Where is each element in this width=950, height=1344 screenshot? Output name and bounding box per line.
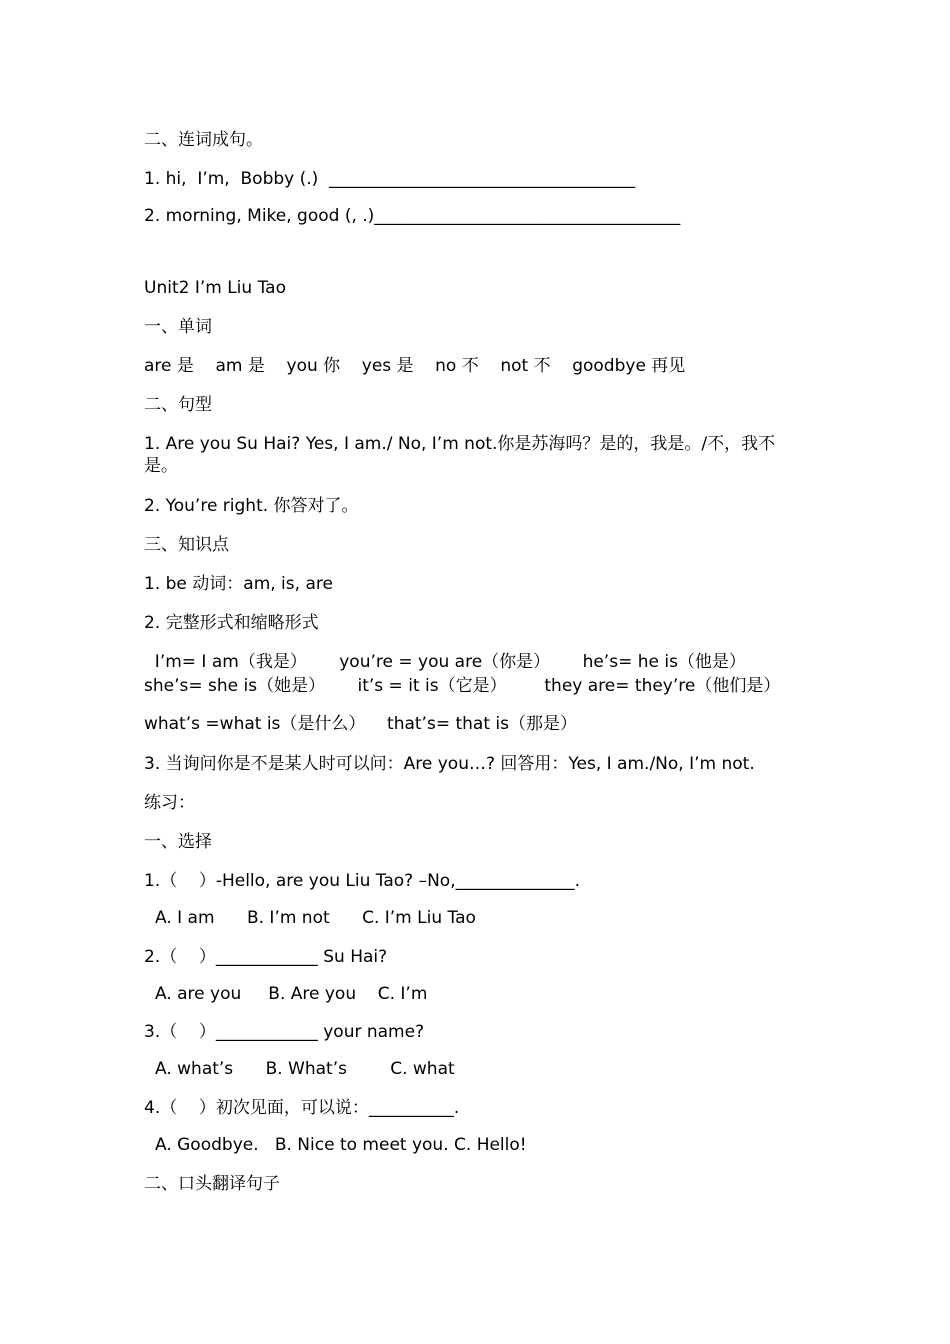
- knowledge-point-3: 3. 当询问你是不是某人时可以问：Are you…? 回答用：Yes, I am./No, I’m not.: [144, 754, 755, 774]
- connect-question-1: 1. hi, I’m, Bobby (.) ____________________________________: [144, 169, 636, 189]
- patterns-heading: 二、句型: [144, 395, 212, 415]
- choice-question-1: 1.（ ）-Hello, are you Liu Tao? –No,______________.: [144, 871, 581, 891]
- choice-options-1: A. I am B. I’m not C. I’m Liu Tao: [155, 908, 476, 928]
- contraction-line-c: what’s =what is（是什么） that’s= that is（那是）: [144, 714, 577, 734]
- knowledge-point-1: 1. be 动词：am, is, are: [144, 574, 333, 594]
- knowledge-point-2: 2. 完整形式和缩略形式: [144, 613, 319, 633]
- connect-question-2: 2. morning, Mike, good (, .)____________________________________: [144, 206, 681, 226]
- unit-title: Unit2 I’m Liu Tao: [144, 278, 286, 298]
- choice-question-3: 3.（ ）____________ your name?: [144, 1022, 425, 1042]
- practice-label: 练习：: [144, 793, 195, 813]
- choice-question-4: 4.（ ）初次见面，可以说：__________.: [144, 1098, 460, 1118]
- choice-heading: 一、选择: [144, 832, 212, 852]
- translate-heading: 二、口头翻译句子: [144, 1174, 280, 1194]
- choice-question-2: 2.（ ）____________ Su Hai?: [144, 947, 388, 967]
- choice-options-3: A. what’s B. What’s C. what: [155, 1059, 455, 1079]
- pattern-1: 1. Are you Su Hai? Yes, I am./ No, I’m not.你是苏海吗？是的，我是。/不，我不是。: [144, 434, 776, 476]
- vocab-heading: 一、单词: [144, 317, 212, 337]
- choice-options-4: A. Goodbye. B. Nice to meet you. C. Hello!: [155, 1135, 527, 1155]
- vocab-line: are 是 am 是 you 你 yes 是 no 不 not 不 goodbye 再见: [144, 356, 686, 376]
- knowledge-heading: 三、知识点: [144, 535, 229, 555]
- contraction-line-b: she’s= she is（她是） it’s = it is（它是） they are= they’re（他们是）: [144, 676, 781, 696]
- choice-options-2: A. are you B. Are you C. I’m: [155, 984, 428, 1004]
- section-heading-connect-words: 二、连词成句。: [144, 130, 263, 150]
- contraction-line-a: I’m= I am（我是） you’re = you are（你是） he’s= he is（他是）: [144, 652, 746, 672]
- pattern-2: 2. You’re right. 你答对了。: [144, 496, 359, 516]
